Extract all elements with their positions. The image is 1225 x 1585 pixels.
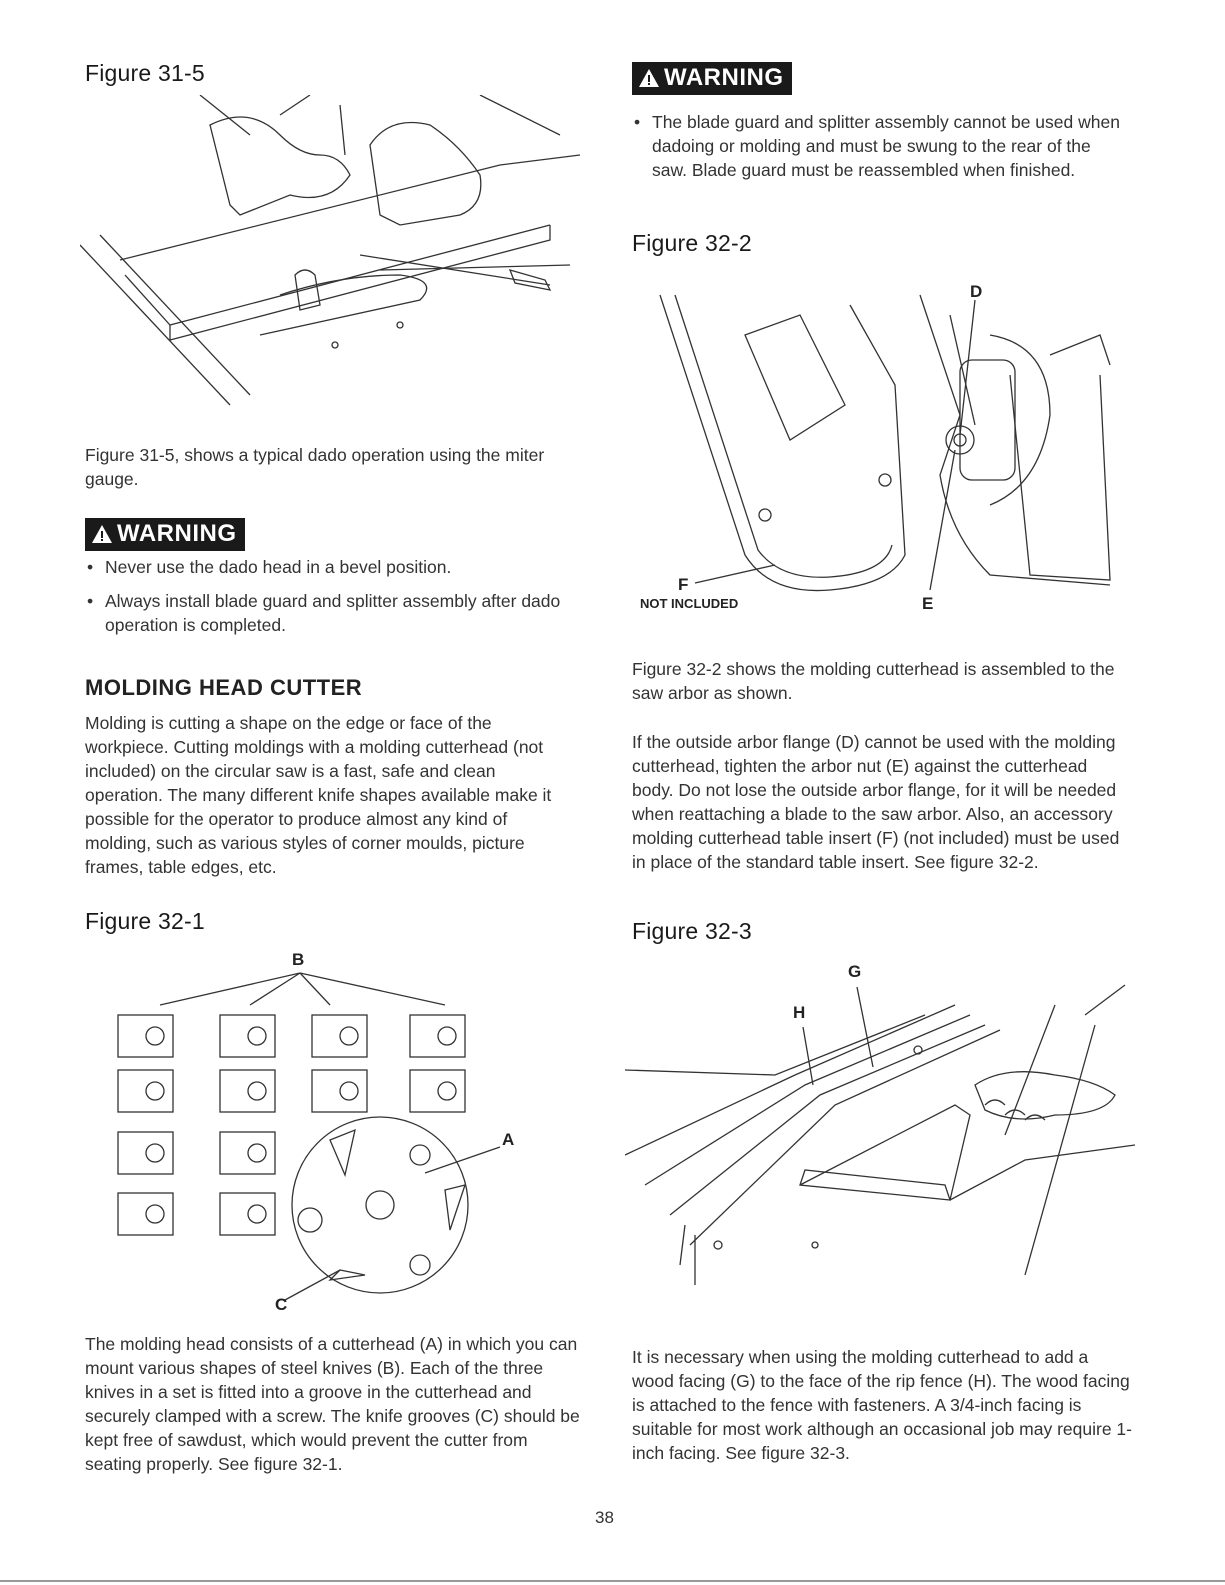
warning-badge-right xyxy=(632,62,792,95)
warning-label: WARNING xyxy=(664,64,784,91)
label-g: G xyxy=(848,962,862,981)
figure-32-1-illustration xyxy=(90,935,530,1315)
bottom-rule xyxy=(0,1580,1225,1582)
warning-item: • The blade guard and splitter assembly cannot be used when dadoing or molding and must be swung to the rear of the saw. Blade guard must be reassembled when finished. xyxy=(632,110,1127,182)
warning-item: • Never use the dado head in a bevel position. xyxy=(85,555,580,579)
label-not-included: NOT INCLUDED xyxy=(640,596,739,611)
warning-label: WARNING xyxy=(117,520,237,547)
warning-triangle-icon xyxy=(91,523,113,545)
figure-31-5-title: Figure 31-5 xyxy=(85,60,205,86)
figure-32-3-illustration xyxy=(625,955,1135,1295)
figure-32-3-title: Figure 32-3 xyxy=(632,918,752,944)
molding-paragraph: Molding is cutting a shape on the edge or face of the workpiece. Cutting moldings with a molding cutterhead (not included) on the circular saw is a fast, safe and clean operation. The many different knife shapes available make it possible for the operator to produce almost any kind of molding, such as various styles of corner moulds, picture frames, table edges, etc. xyxy=(85,713,552,877)
warning-item: • Always install blade guard and splitter assembly after dado operation is completed. xyxy=(85,589,580,637)
label-e: E xyxy=(922,594,934,613)
warning-list-left xyxy=(85,555,580,647)
facing-paragraph: It is necessary when using the molding cutterhead to add a wood facing (G) to the face of the rip fence (H). The wood facing is attached to the fence with fasteners. A 3/4-inch facing is suitable for most work although an occasional job may require 1-inch facing. See figure 32-3. xyxy=(632,1347,1132,1463)
label-a: A xyxy=(502,1130,515,1149)
arbor-paragraph: If the outside arbor flange (D) cannot be used with the molding cutterhead, tighten the arbor nut (E) against the cutterhead body. Do not lose the outside arbor flange, for it will be needed when reattaching a blade to the saw arbor. Also, an accessory molding cutterhead table insert (F) (not included) must be used in place of the standard table insert. See figure 32-2. xyxy=(632,732,1120,872)
section-heading-molding: MOLDING HEAD CUTTER xyxy=(85,675,363,700)
label-f: F xyxy=(678,575,689,594)
figure-31-5-illustration xyxy=(80,95,590,415)
warning-list-right xyxy=(632,110,1127,192)
figure-31-5-caption: Figure 31-5, shows a typical dado operation using the miter gauge. xyxy=(85,445,545,489)
figure-32-2-illustration xyxy=(630,275,1130,620)
figure-32-2-paragraph: Figure 32-2 shows the molding cutterhead is assembled to the saw arbor as shown. xyxy=(632,659,1115,703)
label-h: H xyxy=(793,1003,806,1022)
page-number: 38 xyxy=(595,1508,614,1527)
cutterhead-paragraph: The molding head consists of a cutterhead (A) in which you can mount various shapes of steel knives (B). Each of the three knives in a set is fitted into a groove in the cutterhead and securely clamped with a screw. The knife grooves (C) should be kept free of sawdust, which would prevent the cutter from seating properly. See figure 32-1. xyxy=(85,1334,580,1474)
label-c: C xyxy=(275,1295,288,1314)
warning-badge-left xyxy=(85,518,245,551)
label-b: B xyxy=(292,950,305,969)
figure-32-2-title: Figure 32-2 xyxy=(632,230,752,256)
warning-triangle-icon xyxy=(638,67,660,89)
label-d: D xyxy=(970,282,983,301)
figure-32-1-title: Figure 32-1 xyxy=(85,908,205,934)
